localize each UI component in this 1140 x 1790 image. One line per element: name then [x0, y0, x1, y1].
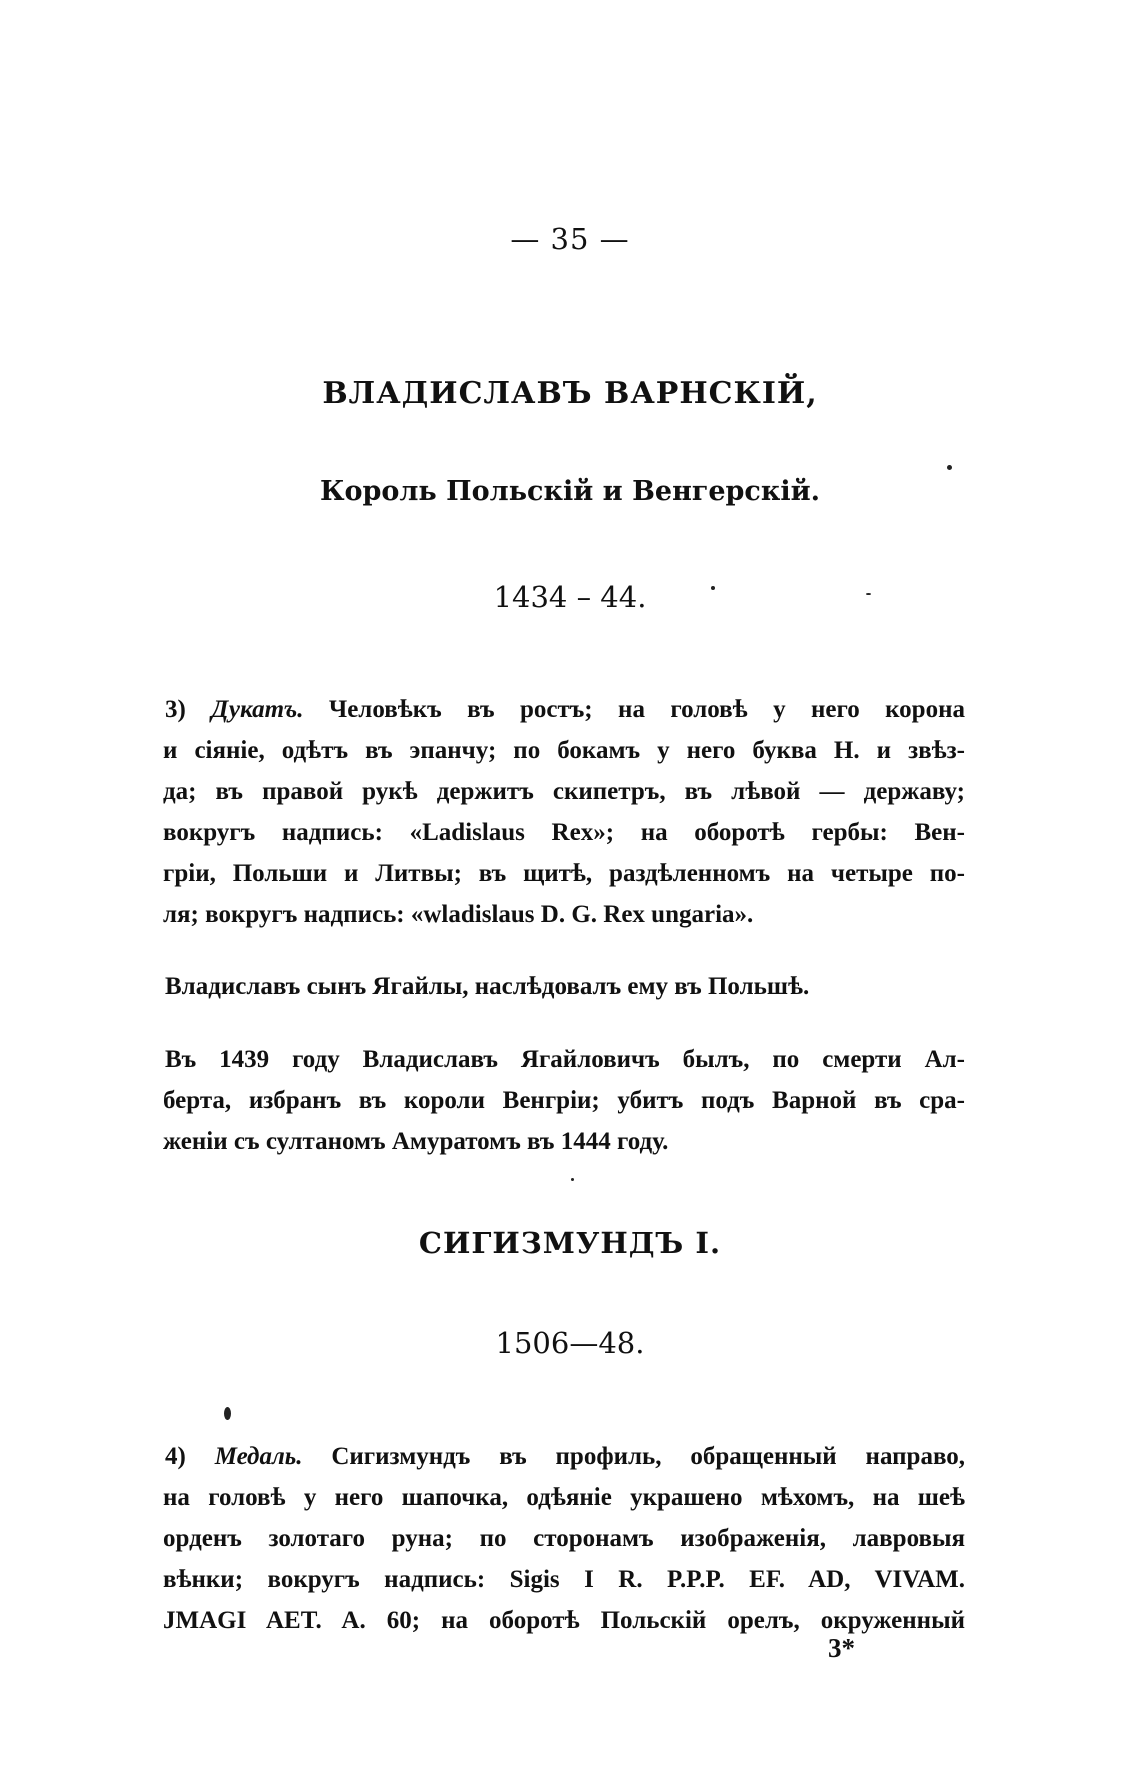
entry-4-line-5: JMAGI AET. A. 60; на оборотѣ Польскій орелъ, окруженный — [163, 1607, 965, 1634]
entry-3-line-4: вокругъ надпись: «Ladislaus Rex»; на оборотѣ гербы: Вен- — [163, 819, 965, 846]
note-vladislav-bio-line-2: берта, избранъ въ короли Венгріи; убитъ подъ Варной въ сра- — [163, 1087, 965, 1114]
section-years-sigismund: 1506—48. — [495, 1326, 645, 1360]
entry-3-line-2: и сіяніе, одѣтъ въ эпанчу; по бокамъ у него буква Н. и звѣз- — [163, 737, 965, 764]
scan-speck — [224, 1407, 231, 1420]
entry-3-number: 3) — [165, 696, 186, 723]
scan-speck — [571, 1178, 574, 1181]
page-number: — 35 — — [510, 222, 630, 256]
entry-3-lead: Дукатъ. — [211, 696, 304, 723]
entry-4-lead: Медаль. — [214, 1443, 303, 1470]
scan-speck — [947, 465, 952, 470]
entry-3-line-3: да; въ правой рукѣ держитъ скипетръ, въ лѣвой — державу; — [163, 778, 965, 805]
note-vladislav-bio-line-1: Въ 1439 году Владиславъ Ягайловичъ былъ, по смерти Ал- — [165, 1046, 965, 1073]
entry-4-line-4: вѣнки; вокругъ надпись: Sigis I R. P.P.P. EF. AD, VIVAM. — [163, 1566, 965, 1593]
entry-3-line-1 — [165, 690, 965, 730]
scan-speck — [711, 586, 715, 590]
entry-4-number: 4) — [165, 1443, 186, 1470]
section-years-vladislav: 1434 – 44. — [493, 580, 647, 614]
note-vladislav-bio-line-3: женіи съ султаномъ Амуратомъ въ 1444 году. — [163, 1128, 669, 1155]
entry-4-line-1-text: Сигизмундъ въ профиль, обращенный направо, — [331, 1443, 966, 1470]
entry-4-line-2: на головѣ у него шапочка, одѣяніе украшено мѣхомъ, на шеѣ — [163, 1484, 965, 1511]
entry-3-line-1-text: Человѣкъ въ ростъ; на головѣ у него корона — [328, 696, 965, 723]
entry-4-line-3: орденъ золотаго руна; по сторонамъ изображенія, лавровыя — [163, 1525, 965, 1552]
section-title-vladislav: ВЛАДИСЛАВЪ ВАРНСКІЙ, — [322, 376, 818, 411]
section-subtitle-vladislav: Король Польскій и Венгерскій. — [319, 476, 821, 507]
scan-speck — [866, 593, 871, 595]
entry-3-line-5: гріи, Польши и Литвы; въ щитѣ, раздѣленномъ на четыре по- — [163, 860, 965, 887]
signature-mark: 3* — [828, 1633, 855, 1663]
note-vladislav-succession: Владиславъ сынъ Ягайлы, наслѣдовалъ ему въ Польшѣ. — [165, 973, 810, 1000]
entry-4-line-1 — [165, 1437, 965, 1477]
section-title-sigismund: СИГИЗМУНДЪ I. — [418, 1226, 722, 1260]
entry-3-line-6: ля; вокругъ надпись: «wladislaus D. G. Rex ungaria». — [163, 901, 754, 928]
